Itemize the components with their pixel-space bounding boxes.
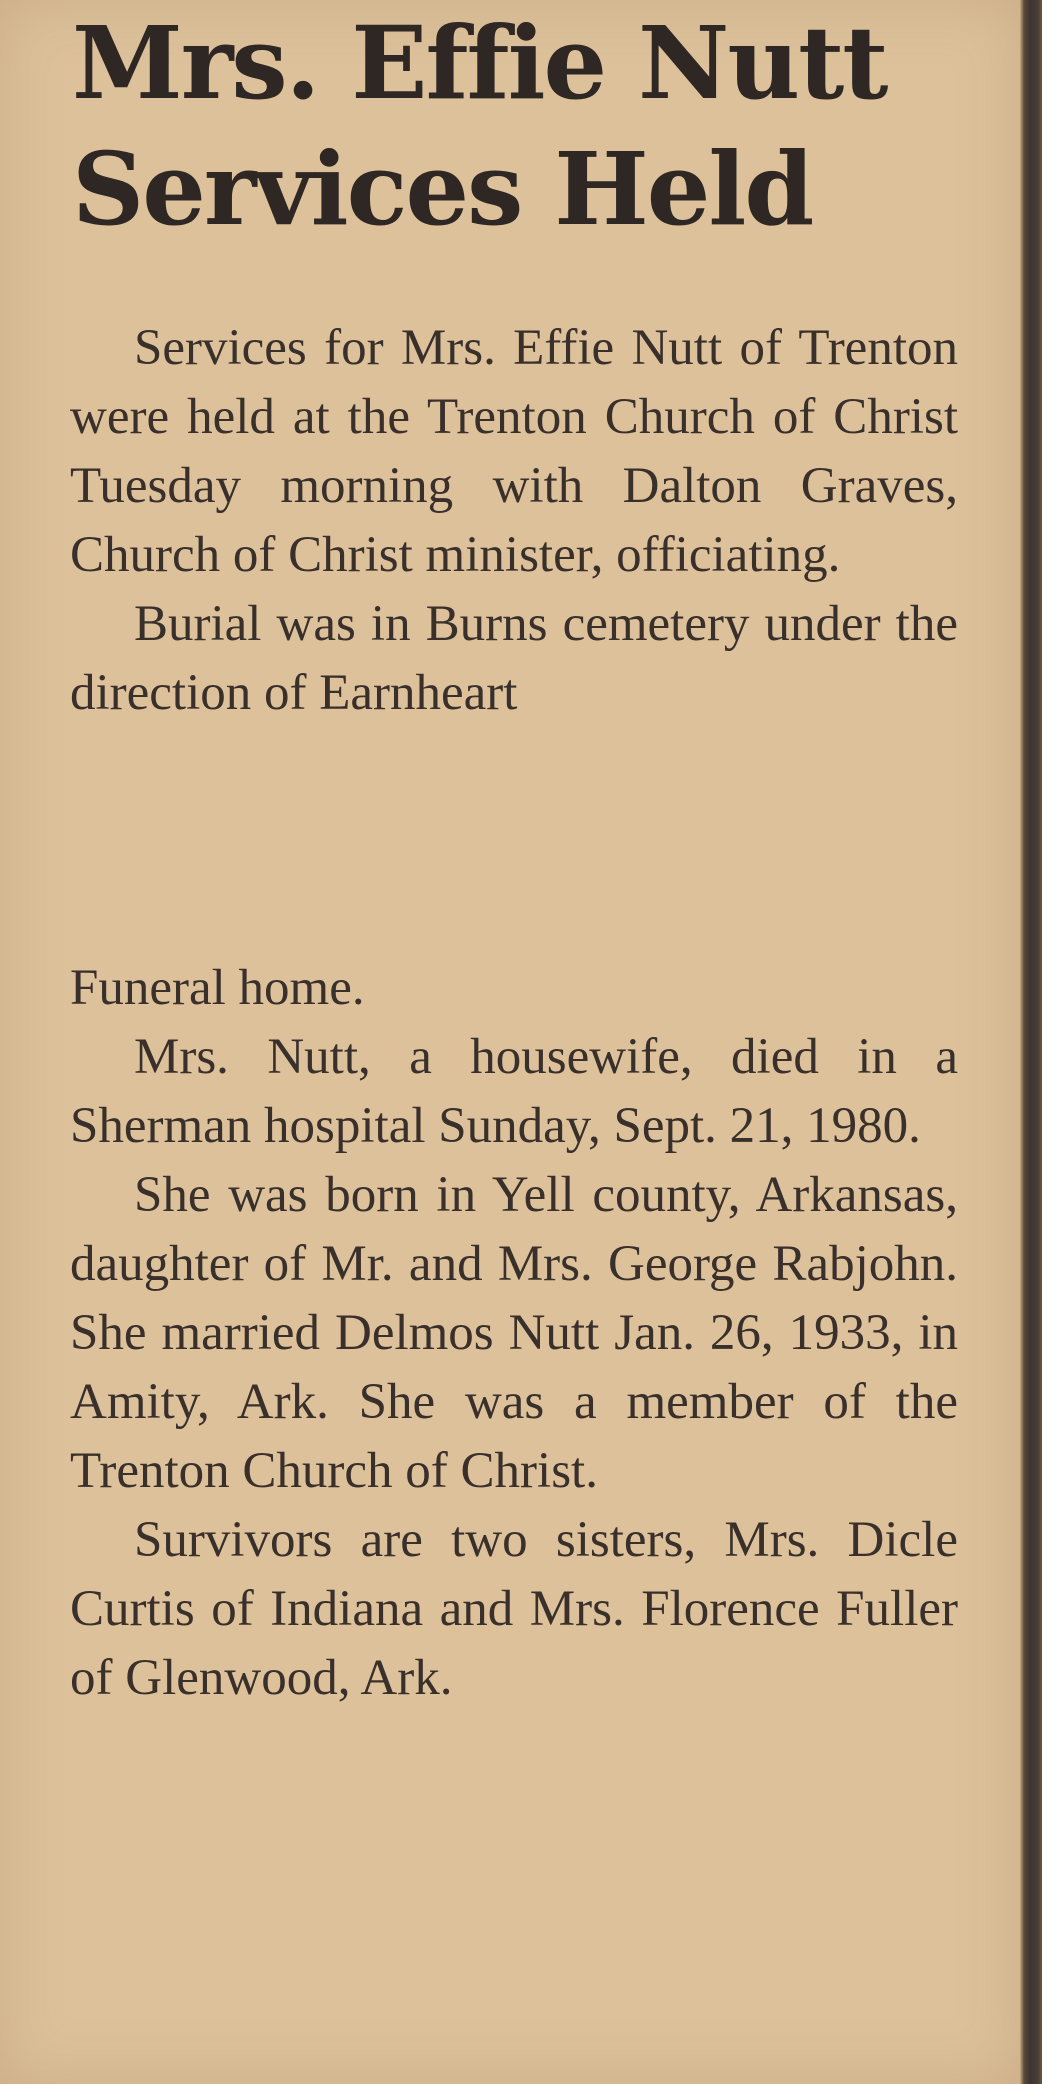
- article-body-bottom: [70, 954, 958, 1713]
- paragraph-burial: Burial was in Burns cemetery under the direction of Earnheart: [70, 596, 958, 721]
- paragraph-services: Services for Mrs. Effie Nutt of Trenton were held at the Trenton Church of Christ Tuesday morning with Dalton Graves, Church of Christ minister, officiating.: [70, 320, 958, 583]
- paragraph-survivors: Survivors are two sisters, Mrs. Dicle Curtis of Indiana and Mrs. Florence Fuller of Glenwood, Ark.: [70, 1512, 958, 1706]
- paragraph-biography: She was born in Yell county, Arkansas, daughter of Mr. and Mrs. George Rabjohn. She married Delmos Nutt Jan. 26, 1933, in Amity, Ark. She was a member of the Trenton Church of Christ.: [70, 1167, 958, 1499]
- article-body-top: [70, 314, 958, 728]
- paragraph-funeral-home: Funeral home.: [70, 960, 365, 1016]
- column-rule: [1020, 0, 1042, 2084]
- paragraph-death: Mrs. Nutt, a housewife, died in a Sherman hospital Sunday, Sept. 21, 1980.: [70, 1029, 958, 1154]
- headline: Mrs. Effie Nutt Services Held: [72, 4, 887, 248]
